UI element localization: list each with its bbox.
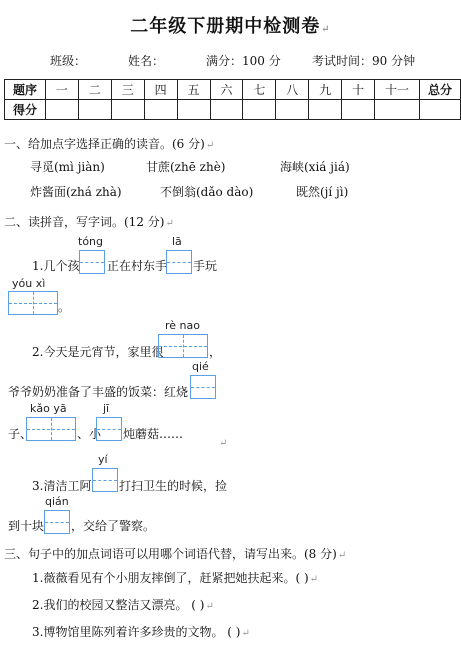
score-input-cell[interactable] <box>111 100 144 120</box>
score-input-cell[interactable] <box>342 100 375 120</box>
score-table <box>4 79 461 120</box>
table-cell: 三 <box>111 80 144 100</box>
section1-item: 炸酱面(zhá zhà) <box>30 185 122 199</box>
full-score-label: 满分：100 分 <box>206 54 281 68</box>
sentence-text: 。 <box>58 300 71 314</box>
table-cell: 六 <box>210 80 243 100</box>
sentence-text: 3.清洁工阿 <box>32 479 92 493</box>
sentence-text: 正在村东手 <box>107 259 168 273</box>
pinyin-label: kǎo yā <box>30 402 67 415</box>
pinyin-label: rè nao <box>165 319 200 332</box>
table-cell: 十 <box>342 80 375 100</box>
table-cell: 二 <box>78 80 111 100</box>
answer-box[interactable] <box>8 291 58 315</box>
pinyin-label: yí <box>98 453 108 466</box>
section1-item: 既然(jí jì) <box>296 185 349 199</box>
class-label: 班级： <box>50 54 87 68</box>
section3-item: 3.博物馆里陈列着许多珍贵的文物。 ( )↵ <box>32 625 250 639</box>
name-label: 姓名： <box>128 54 165 68</box>
pinyin-label: lā <box>172 235 182 248</box>
table-header-cell: 得分 <box>5 100 46 120</box>
sentence-text: 2.今天是元宵节，家里很 <box>32 345 164 359</box>
score-input-cell[interactable] <box>144 100 177 120</box>
answer-box[interactable] <box>158 334 208 358</box>
section2-heading: 二、读拼音，写字词。(12 分)↵ <box>4 215 174 229</box>
answer-box[interactable] <box>92 468 118 492</box>
sentence-text: ， <box>209 345 222 359</box>
answer-box[interactable] <box>79 250 105 274</box>
sentence-text: 、小 <box>77 427 102 441</box>
exam-time-label: 考试时间：90 分钟 <box>312 54 416 68</box>
page-title: 二年级下册期中检测卷↵ <box>130 16 331 37</box>
pinyin-label: jī <box>103 402 110 415</box>
section1-item: 寻觅(mì jiàn) <box>30 160 105 174</box>
score-input-cell[interactable] <box>276 100 309 120</box>
pinyin-label: qián <box>45 495 69 508</box>
answer-box[interactable] <box>190 375 216 399</box>
section1-item: 甘蔗(zhē zhè) <box>146 160 226 174</box>
answer-box[interactable] <box>166 250 192 274</box>
table-row <box>5 100 461 120</box>
section3-item: 1.薇薇看见有个小朋友摔倒了，赶紧把她扶起来。( )↵ <box>32 571 319 585</box>
table-header-cell: 题序 <box>5 80 46 100</box>
pinyin-label: qié <box>192 360 209 373</box>
sentence-text: 炖蘑菇…… <box>123 427 184 441</box>
table-cell: 总分 <box>419 80 460 100</box>
answer-box[interactable] <box>26 417 76 441</box>
section1-item: 海峡(xiá jiá) <box>280 160 350 174</box>
score-input-cell[interactable] <box>419 100 460 120</box>
section3-heading: 三、句子中的加点词语可以用哪个词语代替，请写出来。(8 分)↵ <box>4 547 347 561</box>
score-input-cell[interactable] <box>375 100 420 120</box>
table-cell: 一 <box>45 80 78 100</box>
pinyin-label: yóu xì <box>12 277 46 290</box>
table-cell: 十一 <box>375 80 420 100</box>
sentence-text: 1.几个孩 <box>32 259 80 273</box>
table-cell: 八 <box>276 80 309 100</box>
table-cell: 七 <box>243 80 276 100</box>
sentence-text: 手玩 <box>193 259 218 273</box>
score-input-cell[interactable] <box>309 100 342 120</box>
score-input-cell[interactable] <box>45 100 78 120</box>
score-input-cell[interactable] <box>243 100 276 120</box>
score-input-cell[interactable] <box>177 100 210 120</box>
table-cell: 五 <box>177 80 210 100</box>
paragraph-mark: ↵ <box>219 438 228 449</box>
section1-heading: 一、给加点字选择正确的读音。(6 分)↵ <box>4 137 215 151</box>
answer-box[interactable] <box>44 510 70 534</box>
section1-item: 不倒翁(dǎo dào) <box>160 185 254 199</box>
sentence-text: 到十块 <box>8 519 45 533</box>
sentence-text: 爷爷奶奶准备了丰盛的饭菜：红烧 <box>8 385 189 399</box>
score-input-cell[interactable] <box>78 100 111 120</box>
score-input-cell[interactable] <box>210 100 243 120</box>
sentence-text: 子、 <box>8 427 33 441</box>
table-cell: 四 <box>144 80 177 100</box>
pinyin-label: tóng <box>78 235 103 248</box>
answer-box[interactable] <box>96 417 122 441</box>
section3-item: 2.我们的校园又整洁又漂亮。 ( )↵ <box>32 598 214 612</box>
table-cell: 九 <box>309 80 342 100</box>
table-row <box>5 80 461 100</box>
sentence-text: 打扫卫生的时候，捡 <box>119 479 228 493</box>
sentence-text: ，交给了警察。 <box>71 519 156 533</box>
